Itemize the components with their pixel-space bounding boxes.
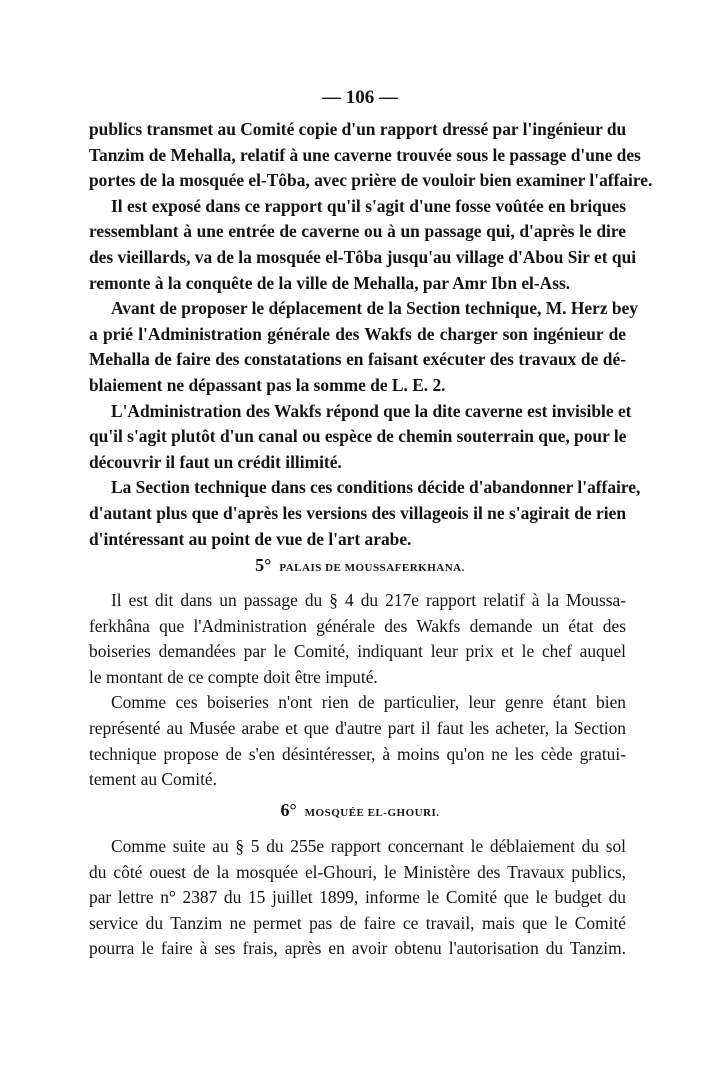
text-line: service du Tanzim ne permet pas de faire ce travail, mais que le Comité xyxy=(89,912,626,933)
text-line: pourra le faire à ses frais, après en avoir obtenu l'autorisation du Tanzim. xyxy=(89,938,626,959)
text-line: L'Administration des Wakfs répond que la dite caverne est invisible et xyxy=(111,400,632,421)
section-heading-6 xyxy=(0,800,720,821)
text-line: Il est dit dans un passage du § 4 du 217e rapport relatif à la Moussa- xyxy=(111,590,626,610)
text-line: remonte à la conquête de la ville de Mehalla, par Amr Ibn el-Ass. xyxy=(89,272,571,293)
text-line: Avant de proposer le déplacement de la Section technique, M. Herz bey xyxy=(111,298,638,319)
text-line: ressemblant à une entrée de caverne ou à un passage qui, d'après le dire xyxy=(89,221,626,242)
text-line: blaiement ne dépassant pas la somme de L. E. 2. xyxy=(89,374,446,395)
text-line: a prié l'Administration générale des Wakfs de charger son ingénieur de xyxy=(89,323,626,344)
text-line: des vieillards, va de la mosquée el-Tôba jusqu'au village d'Abou Sir et qui xyxy=(89,246,637,267)
heading-number: 5° xyxy=(255,555,272,575)
text-line: technique propose de s'en désintéresser, à moins qu'on ne les cède gratui- xyxy=(89,743,626,764)
text-line: portes de la mosquée el-Tôba, avec prière de vouloir bien examiner l'affaire. xyxy=(89,170,653,191)
text-line: d'autant plus que d'après les versions des villageois il ne s'agirait de rien xyxy=(89,502,626,523)
text-line: du côté ouest de la mosquée el-Ghouri, le Ministère des Travaux publics, xyxy=(89,861,626,882)
heading-number: 6° xyxy=(280,800,297,820)
text-line: publics transmet au Comité copie d'un rapport dressé par l'ingénieur du xyxy=(89,119,627,139)
page-number: — 106 — xyxy=(322,87,398,108)
text-line: Il est exposé dans ce rapport qu'il s'agit d'une fosse voûtée en briques xyxy=(111,195,626,216)
text-line: découvrir il faut un crédit illimité. xyxy=(89,451,342,472)
section-2-text xyxy=(89,588,626,793)
text-line: représenté au Musée arabe et que d'autre part il faut les acheter, la Section xyxy=(89,717,626,738)
text-line: tement au Comité. xyxy=(89,769,217,790)
text-line: qu'il s'agit plutôt d'un canal ou espèce de chemin souterrain que, pour le xyxy=(89,426,627,447)
text-line: Mehalla de faire des constatations en faisant exécuter des travaux de dé- xyxy=(89,349,626,370)
text-line: le montant de ce compte doit être imputé. xyxy=(89,666,378,687)
text-line: La Section technique dans ces conditions décide d'abandonner l'affaire, xyxy=(111,477,641,498)
text-line: Comme suite au § 5 du 255e rapport concernant le déblaiement du sol xyxy=(111,836,626,856)
section-3-text xyxy=(89,834,626,962)
text-line: ferkhâna que l'Administration générale des Wakfs demande un état des xyxy=(89,615,626,636)
section-heading-5 xyxy=(0,555,720,576)
text-line: boiseries demandées par le Comité, indiquant leur prix et le chef auquel xyxy=(89,641,626,662)
text-line: par lettre n° 2387 du 15 juillet 1899, informe le Comité que le budget du xyxy=(89,887,626,908)
text-line: Comme ces boiseries n'ont rien de particulier, leur genre étant bien xyxy=(111,692,626,713)
section-1-text xyxy=(89,117,653,552)
heading-title: PALAIS DE MOUSSAFERKHANA. xyxy=(279,562,465,574)
heading-title: MOSQUÉE EL-GHOURI. xyxy=(304,807,440,819)
text-line: Tanzim de Mehalla, relatif à une caverne trouvée sous le passage d'une des xyxy=(89,144,641,165)
text-line: d'intéressant au point de vue de l'art arabe. xyxy=(89,528,412,549)
